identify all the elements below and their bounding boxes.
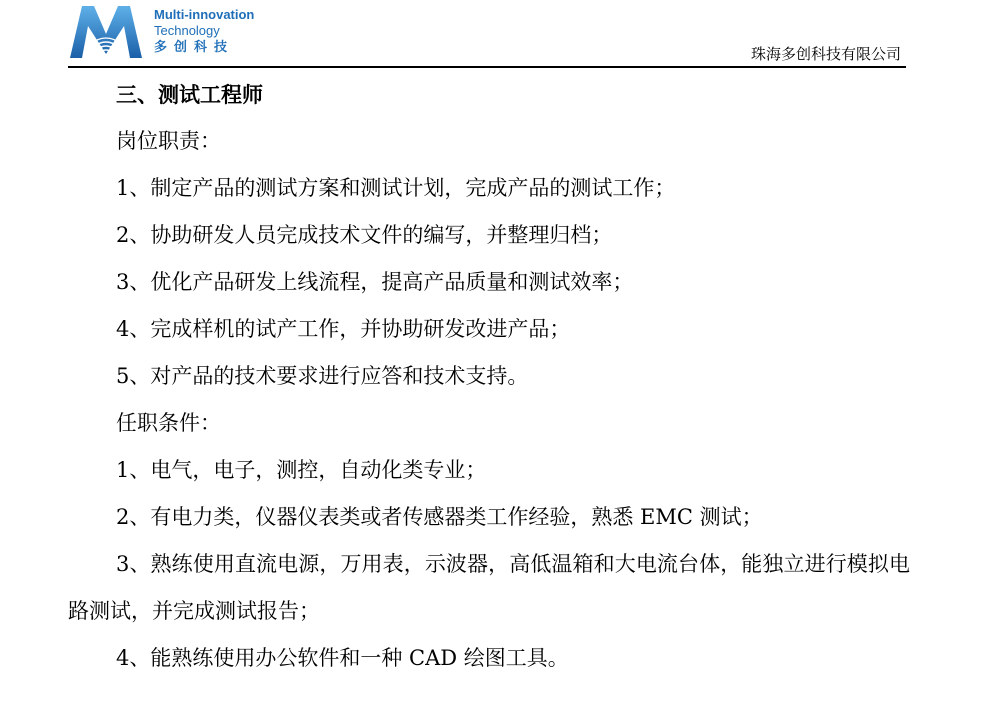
logo-text [154, 6, 294, 55]
logo-line-1: Multi-innovation [154, 7, 255, 22]
multi-innovation-logo-icon [68, 4, 144, 60]
responsibility-item: 2、协助研发人员完成技术文件的编写，并整理归档； [116, 223, 613, 247]
section-title: 三、测试工程师 [116, 83, 263, 107]
responsibility-item: 3、优化产品研发上线流程，提高产品质量和测试效率； [116, 270, 634, 294]
responsibility-item: 1、制定产品的测试方案和测试计划，完成产品的测试工作； [116, 176, 676, 200]
responsibility-item: 5、对产品的技术要求进行应答和技术支持。 [116, 364, 529, 388]
responsibility-item: 4、完成样机的试产工作，并协助研发改进产品； [116, 317, 571, 341]
page-header [0, 0, 1001, 72]
requirement-item: 4、能熟练使用办公软件和一种 CAD 绘图工具。 [116, 646, 569, 670]
requirements-heading: 任职条件： [116, 411, 221, 435]
header-divider [68, 66, 906, 68]
requirement-item: 3、熟练使用直流电源，万用表，示波器，高低温箱和大电流台体，能独立进行模拟电路测试，并完成测试报告； [68, 552, 910, 623]
company-name: 珠海多创科技有限公司 [750, 45, 901, 63]
logo-line-3: 多创科技 [154, 39, 235, 54]
requirement-item: 2、有电力类，仪器仪表类或者传感器类工作经验，熟悉 EMC 测试； [116, 505, 763, 529]
requirement-item: 1、电气，电子，测控，自动化类专业； [116, 458, 487, 482]
logo-line-2: Technology [154, 23, 220, 38]
document-body [68, 72, 910, 682]
responsibilities-heading: 岗位职责： [116, 129, 221, 153]
